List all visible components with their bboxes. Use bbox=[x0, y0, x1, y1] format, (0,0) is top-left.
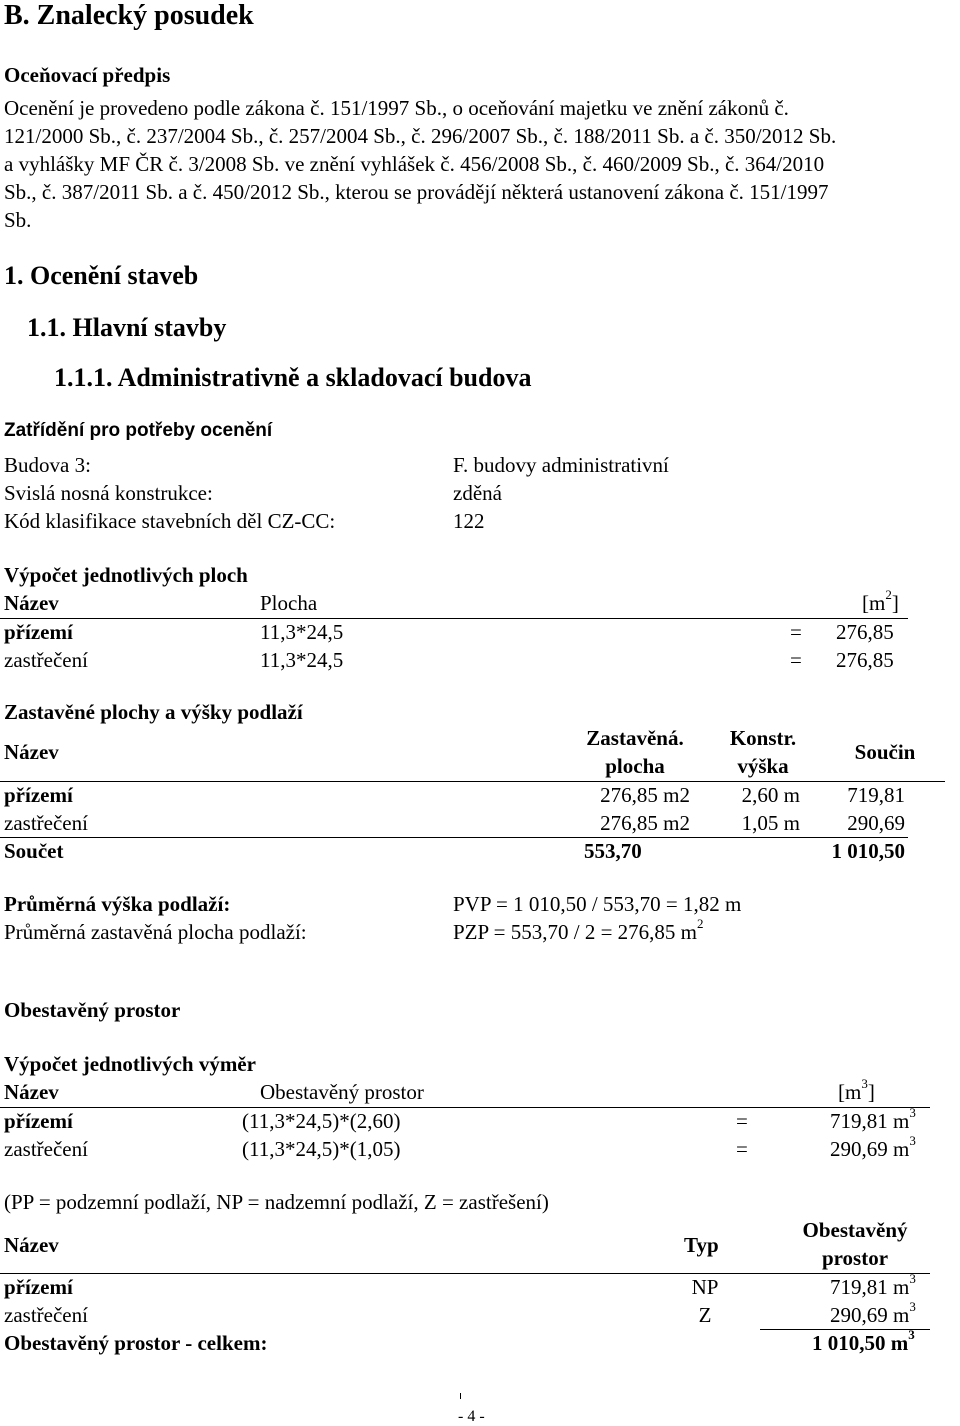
divider bbox=[0, 1107, 930, 1108]
floors-row-area: 276,85 m2 bbox=[600, 811, 690, 835]
floors-row-name: přízemí bbox=[4, 783, 73, 807]
summary-total-value: 1 010,50 $m^3$ bbox=[812, 1327, 915, 1355]
areas-row-value: 276,85 bbox=[836, 620, 894, 644]
summary-header-volume: Obestavěný bbox=[802, 1218, 908, 1242]
divider bbox=[760, 1329, 930, 1330]
summary-row-type: NP bbox=[691, 1275, 719, 1299]
areas-header-area: Plocha bbox=[260, 591, 318, 615]
classification-value: 122 bbox=[453, 509, 485, 533]
floors-header-height: Konstr. bbox=[729, 726, 797, 750]
method-line: Sb., č. 387/2011 Sb. a č. 450/2012 Sb., kterou se provádějí některá ustanovení zákona č. 151/1997 bbox=[4, 180, 829, 204]
method-line: Sb. bbox=[4, 208, 32, 232]
volume-legend: (PP = podzemní podlaží, NP = nadzemní podlaží, Z = zastřešení) bbox=[4, 1190, 549, 1214]
summary-row-value: 719,81 $m^3$ bbox=[830, 1271, 916, 1299]
volume-calc-title: Výpočet jednotlivých výměr bbox=[4, 1052, 256, 1076]
floors-header-name: Název bbox=[4, 740, 59, 764]
method-title: Oceňovací předpis bbox=[4, 63, 171, 87]
pvp-label: Průměrná výška podlaží: bbox=[4, 892, 231, 916]
section-heading-1-1: 1.1. Hlavní stavby bbox=[27, 313, 227, 342]
floors-total-name: Součet bbox=[4, 839, 64, 863]
areas-row-name: přízemí bbox=[4, 620, 73, 644]
areas-row-formula: 11,3*24,5 bbox=[260, 648, 344, 672]
volume-header-unit: $[m^3]$ bbox=[838, 1076, 875, 1104]
floors-row-product: 290,69 bbox=[847, 811, 905, 835]
summary-row-type: Z bbox=[698, 1303, 712, 1327]
floors-row-height: 2,60 m bbox=[741, 783, 800, 807]
volume-title: Obestavěný prostor bbox=[4, 998, 181, 1022]
divider bbox=[0, 618, 908, 619]
summary-total-name: Obestavěný prostor - celkem: bbox=[4, 1331, 268, 1355]
divider bbox=[0, 1273, 930, 1274]
areas-header-name: Název bbox=[4, 591, 59, 615]
footer-tick bbox=[460, 1393, 461, 1399]
summary-header-type: Typ bbox=[684, 1233, 719, 1257]
volume-row-value: 719,81 $m^3$ bbox=[830, 1105, 916, 1133]
page-number: - 4 - bbox=[458, 1408, 485, 1425]
volume-row-eq: = bbox=[736, 1109, 748, 1133]
classification-label: Svislá nosná konstrukce: bbox=[4, 481, 213, 505]
divider bbox=[0, 781, 945, 782]
volume-row-formula: (11,3*24,5)*(1,05) bbox=[242, 1137, 401, 1161]
volume-header-name: Název bbox=[4, 1080, 59, 1104]
areas-row-eq: = bbox=[790, 620, 802, 644]
areas-row-name: zastřečení bbox=[4, 648, 88, 672]
floors-header-area: plocha bbox=[605, 754, 665, 778]
floors-title: Zastavěné plochy a výšky podlaží bbox=[4, 700, 303, 724]
floors-row-area: 276,85 m2 bbox=[600, 783, 690, 807]
areas-header-unit: $[m^2]$ bbox=[862, 587, 899, 615]
method-line: Ocenění je provedeno podle zákona č. 151/1997 Sb., o oceňování majetku ve znění zákonů č. bbox=[4, 96, 789, 120]
pzp-label: Průměrná zastavěná plocha podlaží: bbox=[4, 920, 307, 944]
floors-row-product: 719,81 bbox=[847, 783, 905, 807]
summary-row-value: 290,69 $m^3$ bbox=[830, 1299, 916, 1327]
document-heading: B. Znalecký posudek bbox=[4, 0, 254, 31]
volume-row-name: zastřečení bbox=[4, 1137, 88, 1161]
volume-row-name: přízemí bbox=[4, 1109, 73, 1133]
floors-row-name: zastřečení bbox=[4, 811, 88, 835]
summary-header-volume: prostor bbox=[821, 1246, 889, 1270]
summary-header-name: Název bbox=[4, 1233, 59, 1257]
classification-value: zděná bbox=[453, 481, 502, 505]
areas-row-eq: = bbox=[790, 648, 802, 672]
method-line: 121/2000 Sb., č. 237/2004 Sb., č. 257/2004 Sb., č. 296/2007 Sb., č. 188/2011 Sb. a č. 350/2012 Sb. bbox=[4, 124, 837, 148]
floors-header-height: výška bbox=[737, 754, 789, 778]
classification-value: F. budovy administrativní bbox=[453, 453, 669, 477]
section-heading-1: 1. Ocenění staveb bbox=[4, 261, 199, 290]
floors-total-product: 1 010,50 bbox=[831, 839, 905, 863]
summary-row-name: přízemí bbox=[4, 1275, 73, 1299]
classification-label: Budova 3: bbox=[4, 453, 91, 477]
areas-title: Výpočet jednotlivých ploch bbox=[4, 563, 248, 587]
pzp-value: PZP = 553,70 / 2 = 276,85 $m^2$ bbox=[453, 916, 704, 944]
divider bbox=[0, 837, 908, 838]
summary-row-name: zastřečení bbox=[4, 1303, 88, 1327]
classification-label: Kód klasifikace stavebních děl CZ-CC: bbox=[4, 509, 336, 533]
areas-row-formula: 11,3*24,5 bbox=[260, 620, 344, 644]
method-line: a vyhlášky MF ČR č. 3/2008 Sb. ve znění vyhlášek č. 456/2008 Sb., č. 460/2009 Sb., č. 364/2010 bbox=[4, 152, 825, 176]
floors-total-area: 553,70 bbox=[584, 839, 642, 863]
pvp-value: PVP = 1 010,50 / 553,70 = 1,82 m bbox=[453, 892, 742, 916]
volume-row-formula: (11,3*24,5)*(2,60) bbox=[242, 1109, 401, 1133]
floors-header-area: Zastavěná. bbox=[586, 726, 684, 750]
volume-row-value: 290,69 $m^3$ bbox=[830, 1133, 916, 1161]
areas-row-value: 276,85 bbox=[836, 648, 894, 672]
floors-header-product: Součin bbox=[854, 740, 916, 764]
section-heading-1-1-1: 1.1.1. Administrativně a skladovací budova bbox=[54, 363, 532, 392]
volume-header-volume: Obestavěný prostor bbox=[260, 1080, 424, 1104]
classification-title: Zatřídění pro potřeby ocenění bbox=[4, 420, 273, 441]
floors-row-height: 1,05 m bbox=[741, 811, 800, 835]
volume-row-eq: = bbox=[736, 1137, 748, 1161]
